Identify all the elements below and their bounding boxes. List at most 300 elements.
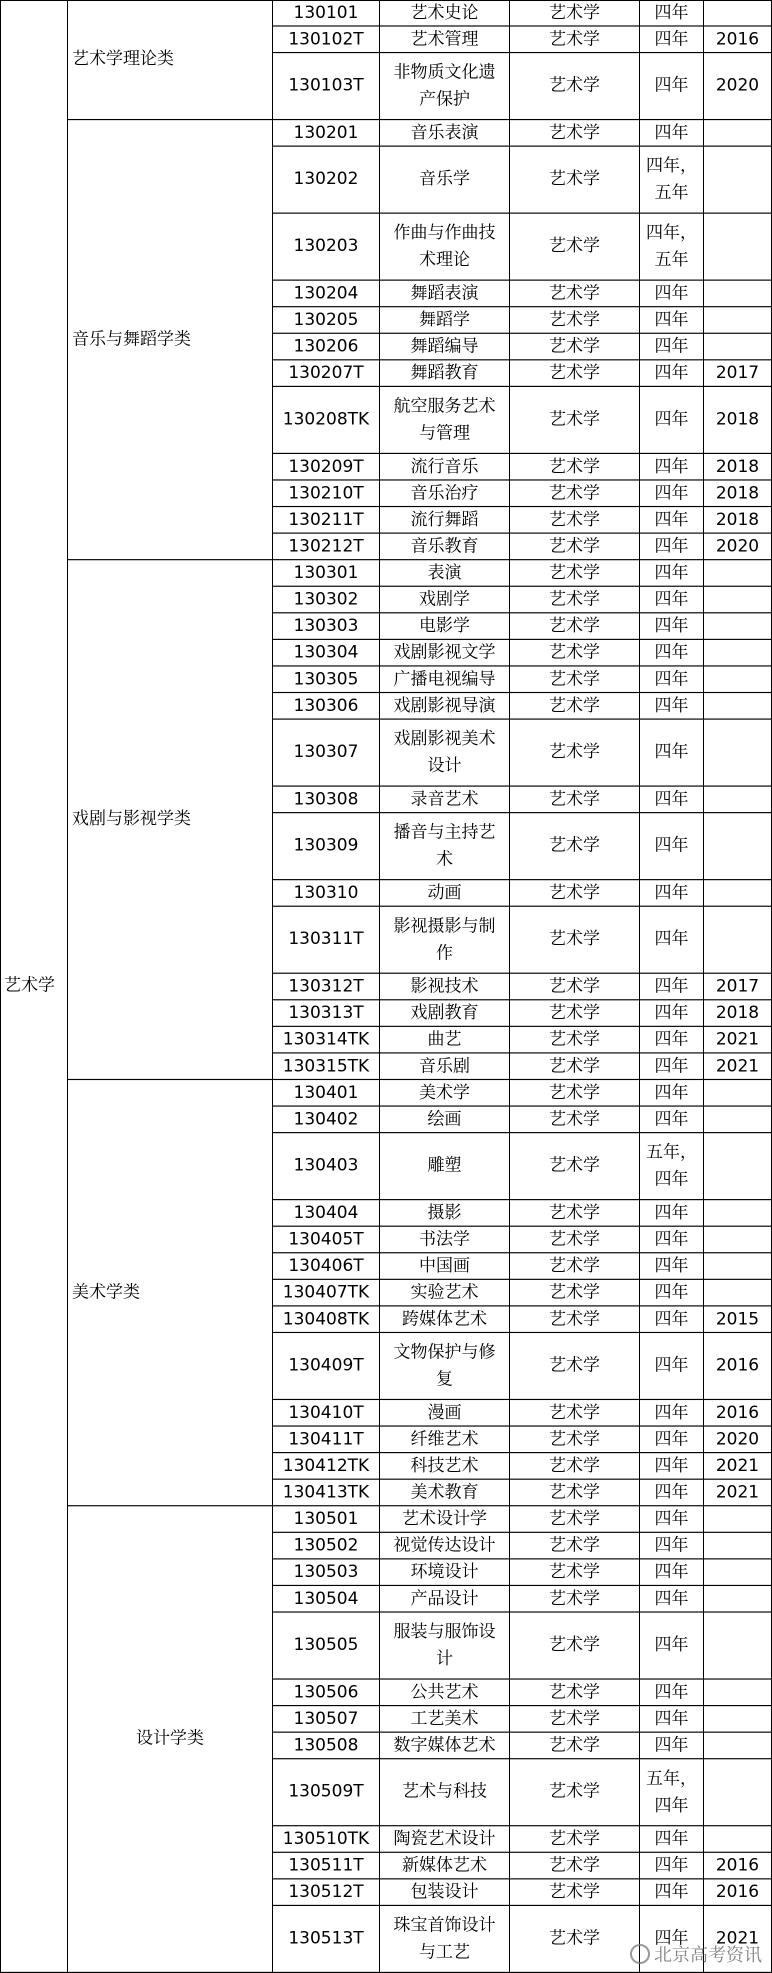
- year-added: [704, 1453, 772, 1480]
- degree-type-text: 艺术学: [549, 122, 600, 143]
- major-name-text: 影视摄影与制作: [393, 915, 496, 963]
- year-added: [704, 27, 772, 54]
- degree-type-text: 艺术学: [549, 1734, 600, 1755]
- major-code-text: 130501: [293, 1508, 359, 1529]
- major-code: [273, 360, 380, 387]
- major-code-text: 130512T: [288, 1881, 364, 1902]
- year-added: [704, 53, 772, 120]
- degree-type: [510, 1000, 640, 1027]
- major-code: [273, 613, 380, 640]
- major-code-text: 130506: [293, 1681, 359, 1702]
- wechat-logo-icon: [630, 1944, 650, 1964]
- study-years: [640, 587, 704, 614]
- major-code-text: 130502: [293, 1535, 359, 1556]
- major-code-text: 130302: [293, 589, 359, 610]
- major-name: [380, 880, 510, 907]
- major-code: [273, 507, 380, 534]
- year-added: [704, 907, 772, 974]
- major-name-text: 航空服务艺术与管理: [393, 395, 496, 443]
- study-years: [640, 907, 704, 974]
- degree-type-text: 艺术学: [549, 169, 600, 190]
- category-name-text: 戏剧与影视学类: [72, 809, 191, 830]
- study-years: [640, 281, 704, 308]
- major-code: [273, 560, 380, 587]
- year-added: [704, 281, 772, 308]
- degree-type-text: 艺术学: [549, 929, 600, 950]
- category-name: [68, 1506, 273, 1973]
- study-years-text: 四年: [654, 1481, 689, 1502]
- study-years: [640, 1280, 704, 1307]
- major-code-text: 130103T: [288, 75, 364, 96]
- major-name-text: 非物质文化遗产保护: [393, 62, 496, 110]
- degree-type-text: 艺术学: [549, 409, 600, 430]
- major-code: [273, 1533, 380, 1560]
- year-added: [704, 1879, 772, 1906]
- study-years-text: 四年: [654, 1708, 689, 1729]
- major-name: [380, 53, 510, 120]
- degree-type: [510, 1480, 640, 1507]
- study-years-text: 四年: [654, 2, 689, 23]
- degree-type-text: 艺术学: [549, 1255, 600, 1276]
- year-added-text: 2016: [715, 1402, 760, 1423]
- major-code-text: 130408TK: [282, 1308, 370, 1329]
- degree-type-text: 艺术学: [549, 1108, 600, 1129]
- year-added: [704, 1506, 772, 1533]
- major-code: [273, 53, 380, 120]
- study-years: [640, 1559, 704, 1586]
- degree-type: [510, 813, 640, 880]
- year-added: [704, 1053, 772, 1080]
- study-years: [640, 1853, 704, 1880]
- major-code: [273, 1280, 380, 1307]
- degree-type-text: 艺术学: [549, 1402, 600, 1423]
- study-years-text: 四年: [654, 1428, 689, 1449]
- year-added: [704, 787, 772, 814]
- degree-type: [510, 907, 640, 974]
- study-years: [640, 1080, 704, 1107]
- study-years: [640, 1826, 704, 1853]
- year-added: [704, 1733, 772, 1760]
- year-added: [704, 560, 772, 587]
- study-years-text: 四年: [654, 1355, 689, 1376]
- degree-type: [510, 587, 640, 614]
- major-name: [380, 1706, 510, 1733]
- major-name-text: 珠宝首饰设计与工艺: [393, 1914, 496, 1962]
- degree-type: [510, 1759, 640, 1826]
- year-added: [704, 481, 772, 508]
- degree-type: [510, 1533, 640, 1560]
- study-years: [640, 1400, 704, 1427]
- study-years-text: 四年: [654, 1928, 689, 1949]
- major-name: [380, 1559, 510, 1586]
- major-code: [273, 454, 380, 481]
- study-years-text: 四年: [654, 1082, 689, 1103]
- degree-type-text: 艺术学: [549, 1855, 600, 1876]
- degree-type: [510, 1427, 640, 1454]
- degree-type-text: 艺术学: [549, 742, 600, 763]
- degree-type: [510, 1280, 640, 1307]
- degree-type-text: 艺术学: [549, 2, 600, 23]
- major-name: [380, 281, 510, 308]
- year-added-text: 2015: [715, 1308, 760, 1329]
- category-name-text: 设计学类: [136, 1728, 204, 1749]
- study-years: [640, 481, 704, 508]
- major-code-text: 130305: [293, 668, 359, 689]
- major-name-text: 雕塑: [427, 1155, 462, 1176]
- major-code-text: 130403: [293, 1155, 359, 1176]
- degree-type-text: 艺术学: [549, 835, 600, 856]
- major-code-text: 130401: [293, 1082, 359, 1103]
- study-years: [640, 1680, 704, 1707]
- degree-type-text: 艺术学: [549, 1508, 600, 1529]
- study-years: [640, 1133, 704, 1200]
- year-added-text: 2021: [715, 1055, 760, 1076]
- year-added: [704, 587, 772, 614]
- degree-type: [510, 360, 640, 387]
- study-years: [640, 640, 704, 667]
- study-years: [640, 534, 704, 561]
- major-name-text: 艺术管理: [410, 28, 479, 49]
- major-name: [380, 1200, 510, 1227]
- year-added: [704, 0, 772, 27]
- major-code-text: 130206: [293, 336, 359, 357]
- degree-type: [510, 1506, 640, 1533]
- major-code-text: 130410T: [288, 1402, 364, 1423]
- degree-type: [510, 640, 640, 667]
- study-years-text: 五年，四年: [646, 1142, 697, 1190]
- category-name-text: 艺术学理论类: [72, 48, 174, 69]
- major-name-text: 影视技术: [410, 975, 479, 996]
- major-name: [380, 1759, 510, 1826]
- major-name-text: 音乐学: [419, 169, 470, 190]
- major-name-text: 视觉传达设计: [393, 1535, 496, 1556]
- study-years: [640, 334, 704, 361]
- major-code-text: 130207T: [288, 362, 364, 383]
- year-added: [704, 534, 772, 561]
- year-added-text: 2020: [715, 75, 760, 96]
- major-name: [380, 1027, 510, 1054]
- major-name: [380, 307, 510, 334]
- degree-type: [510, 1826, 640, 1853]
- major-name-text: 音乐教育: [410, 535, 479, 556]
- major-name: [380, 334, 510, 361]
- major-code-text: 130306: [293, 695, 359, 716]
- degree-type-text: 艺术学: [549, 1881, 600, 1902]
- major-code: [273, 334, 380, 361]
- degree-type-text: 艺术学: [549, 1228, 600, 1249]
- major-name: [380, 1826, 510, 1853]
- major-code: [273, 1453, 380, 1480]
- major-code: [273, 1306, 380, 1333]
- study-years: [640, 454, 704, 481]
- degree-type: [510, 1200, 640, 1227]
- category-name: [68, 120, 273, 560]
- major-code-text: 130308: [293, 788, 359, 809]
- major-name: [380, 534, 510, 561]
- study-years: [640, 693, 704, 720]
- study-years-text: 四年: [654, 1635, 689, 1656]
- year-added: [704, 813, 772, 880]
- year-added: [704, 1306, 772, 1333]
- degree-type-text: 艺术学: [549, 1708, 600, 1729]
- degree-type: [510, 1027, 640, 1054]
- study-years-text: 四年: [654, 1402, 689, 1423]
- degree-type: [510, 974, 640, 1001]
- degree-type: [510, 307, 640, 334]
- study-years: [640, 27, 704, 54]
- major-code-text: 130315TK: [282, 1055, 370, 1076]
- major-name-text: 流行音乐: [410, 456, 479, 477]
- major-name-text: 包装设计: [410, 1881, 479, 1902]
- major-name: [380, 720, 510, 787]
- major-code: [273, 214, 380, 281]
- major-name: [380, 1680, 510, 1707]
- degree-type-text: 艺术学: [549, 1828, 600, 1849]
- major-name-text: 中国画: [419, 1255, 470, 1276]
- degree-type-text: 艺术学: [549, 336, 600, 357]
- study-years: [640, 1306, 704, 1333]
- degree-type: [510, 1453, 640, 1480]
- major-name-text: 漫画: [427, 1402, 462, 1423]
- major-code-text: 130312T: [288, 975, 364, 996]
- degree-type-text: 艺术学: [549, 309, 600, 330]
- major-name-text: 纤维艺术: [410, 1428, 479, 1449]
- major-code-text: 130204: [293, 282, 359, 303]
- major-code-text: 130411T: [288, 1428, 364, 1449]
- major-name: [380, 387, 510, 454]
- major-name-text: 舞蹈教育: [410, 362, 479, 383]
- year-added-text: 2018: [715, 482, 760, 503]
- degree-type-text: 艺术学: [549, 1202, 600, 1223]
- study-years-text: 四年: [654, 1561, 689, 1582]
- degree-type-text: 艺术学: [549, 28, 600, 49]
- year-added-text: 2018: [715, 509, 760, 530]
- major-name-text: 摄影: [427, 1202, 462, 1223]
- degree-type: [510, 214, 640, 281]
- study-years-text: 四年: [654, 336, 689, 357]
- year-added: [704, 1027, 772, 1054]
- major-code: [273, 1706, 380, 1733]
- study-years: [640, 1107, 704, 1134]
- major-name-text: 音乐剧: [419, 1055, 470, 1076]
- study-years-text: 四年: [654, 362, 689, 383]
- major-code-text: 130212T: [288, 535, 364, 556]
- degree-type: [510, 507, 640, 534]
- year-added-text: 2021: [715, 1455, 760, 1476]
- major-name-text: 文物保护与修复: [393, 1341, 496, 1389]
- major-name: [380, 560, 510, 587]
- year-added-text: 2018: [715, 456, 760, 477]
- year-added-text: 2018: [715, 409, 760, 430]
- study-years: [640, 507, 704, 534]
- major-code-text: 130503: [293, 1561, 359, 1582]
- major-code-text: 130510TK: [282, 1828, 370, 1849]
- degree-type-text: 艺术学: [549, 1155, 600, 1176]
- year-added: [704, 1000, 772, 1027]
- degree-type: [510, 613, 640, 640]
- major-code: [273, 1027, 380, 1054]
- major-code-text: 130210T: [288, 482, 364, 503]
- degree-type: [510, 1879, 640, 1906]
- study-years-text: 四年: [654, 562, 689, 583]
- degree-type: [510, 27, 640, 54]
- study-years-text: 四年: [654, 1828, 689, 1849]
- year-added: [704, 1853, 772, 1880]
- degree-type-text: 艺术学: [549, 1455, 600, 1476]
- degree-type: [510, 281, 640, 308]
- major-name: [380, 1053, 510, 1080]
- major-name-text: 美术学: [419, 1082, 470, 1103]
- degree-type-text: 艺术学: [549, 456, 600, 477]
- major-code-text: 130412TK: [282, 1455, 370, 1476]
- study-years-text: 四年: [654, 1255, 689, 1276]
- major-name-text: 录音艺术: [410, 788, 479, 809]
- major-name-text: 艺术与科技: [402, 1781, 487, 1802]
- major-name-text: 电影学: [419, 615, 470, 636]
- study-years: [640, 1879, 704, 1906]
- year-added: [704, 147, 772, 214]
- major-code: [273, 281, 380, 308]
- major-name-text: 广播电视编导: [393, 668, 496, 689]
- major-code: [273, 1906, 380, 1973]
- year-added: [704, 720, 772, 787]
- degree-type: [510, 1706, 640, 1733]
- major-code-text: 130509T: [288, 1781, 364, 1802]
- major-code: [273, 1107, 380, 1134]
- discipline-name: [0, 0, 68, 1973]
- study-years-text: 四年: [654, 1002, 689, 1023]
- major-code-text: 130313T: [288, 1002, 364, 1023]
- major-code: [273, 1000, 380, 1027]
- major-code-text: 130304: [293, 642, 359, 663]
- year-added: [704, 307, 772, 334]
- major-code: [273, 534, 380, 561]
- major-code-text: 130504: [293, 1588, 359, 1609]
- study-years: [640, 1000, 704, 1027]
- study-years: [640, 1759, 704, 1826]
- year-added: [704, 1826, 772, 1853]
- study-years: [640, 787, 704, 814]
- study-years: [640, 1227, 704, 1254]
- major-code-text: 130102T: [288, 28, 364, 49]
- major-name-text: 工艺美术: [410, 1708, 479, 1729]
- major-name: [380, 0, 510, 27]
- study-years-text: 四年: [654, 75, 689, 96]
- major-name-text: 美术教育: [410, 1481, 479, 1502]
- category-name: [68, 1080, 273, 1506]
- study-years: [640, 667, 704, 694]
- major-code: [273, 907, 380, 974]
- degree-type: [510, 481, 640, 508]
- study-years-text: 四年: [654, 1308, 689, 1329]
- degree-type: [510, 560, 640, 587]
- study-years: [640, 1427, 704, 1454]
- major-name: [380, 1133, 510, 1200]
- study-years-text: 四年: [654, 1588, 689, 1609]
- degree-type-text: 艺术学: [549, 788, 600, 809]
- degree-type: [510, 1613, 640, 1680]
- major-name: [380, 1280, 510, 1307]
- year-added-text: 2016: [715, 1855, 760, 1876]
- year-added: [704, 507, 772, 534]
- major-name: [380, 1000, 510, 1027]
- major-code-text: 130203: [293, 236, 359, 257]
- study-years: [640, 1480, 704, 1507]
- study-years-text: 四年: [654, 1855, 689, 1876]
- major-name-text: 作曲与作曲技术理论: [393, 222, 496, 270]
- study-years-text: 四年: [654, 668, 689, 689]
- major-code: [273, 120, 380, 147]
- major-name: [380, 1333, 510, 1400]
- major-code: [273, 1506, 380, 1533]
- degree-type: [510, 1853, 640, 1880]
- year-added-text: 2016: [715, 1355, 760, 1376]
- major-code: [273, 1227, 380, 1254]
- degree-type: [510, 787, 640, 814]
- study-years-text: 四年: [654, 1282, 689, 1303]
- study-years-text: 四年: [654, 1881, 689, 1902]
- major-code: [273, 387, 380, 454]
- major-code: [273, 787, 380, 814]
- major-name-text: 产品设计: [410, 1588, 479, 1609]
- major-code: [273, 0, 380, 27]
- major-name-text: 公共艺术: [410, 1681, 479, 1702]
- major-name: [380, 507, 510, 534]
- degree-type: [510, 667, 640, 694]
- major-name: [380, 1906, 510, 1973]
- degree-type-text: 艺术学: [549, 282, 600, 303]
- major-code: [273, 667, 380, 694]
- study-years: [640, 720, 704, 787]
- study-years-text: 四年: [654, 309, 689, 330]
- study-years: [640, 1706, 704, 1733]
- major-code: [273, 1733, 380, 1760]
- major-code-text: 130211T: [288, 509, 364, 530]
- year-added: [704, 1613, 772, 1680]
- major-code-text: 130310: [293, 882, 359, 903]
- year-added-text: 2021: [715, 1029, 760, 1050]
- major-code-text: 130301: [293, 562, 359, 583]
- year-added-text: 2017: [715, 362, 760, 383]
- major-code: [273, 1200, 380, 1227]
- degree-type-text: 艺术学: [549, 695, 600, 716]
- major-code-text: 130413TK: [282, 1481, 370, 1502]
- study-years: [640, 0, 704, 27]
- year-added: [704, 334, 772, 361]
- major-code-text: 130513T: [288, 1928, 364, 1949]
- degree-type: [510, 534, 640, 561]
- study-years: [640, 1506, 704, 1533]
- degree-type: [510, 880, 640, 907]
- study-years: [640, 613, 704, 640]
- study-years: [640, 360, 704, 387]
- study-years-text: 四年: [654, 615, 689, 636]
- year-added-text: 2018: [715, 1002, 760, 1023]
- year-added: [704, 1253, 772, 1280]
- major-code: [273, 1680, 380, 1707]
- study-years: [640, 974, 704, 1001]
- major-name: [380, 1453, 510, 1480]
- major-name-text: 音乐治疗: [410, 482, 479, 503]
- degree-type-text: 艺术学: [549, 1781, 600, 1802]
- year-added: [704, 1107, 772, 1134]
- year-added-text: 2020: [715, 1428, 760, 1449]
- degree-type: [510, 454, 640, 481]
- major-name: [380, 360, 510, 387]
- major-code: [273, 1080, 380, 1107]
- degree-type: [510, 1133, 640, 1200]
- year-added: [704, 1280, 772, 1307]
